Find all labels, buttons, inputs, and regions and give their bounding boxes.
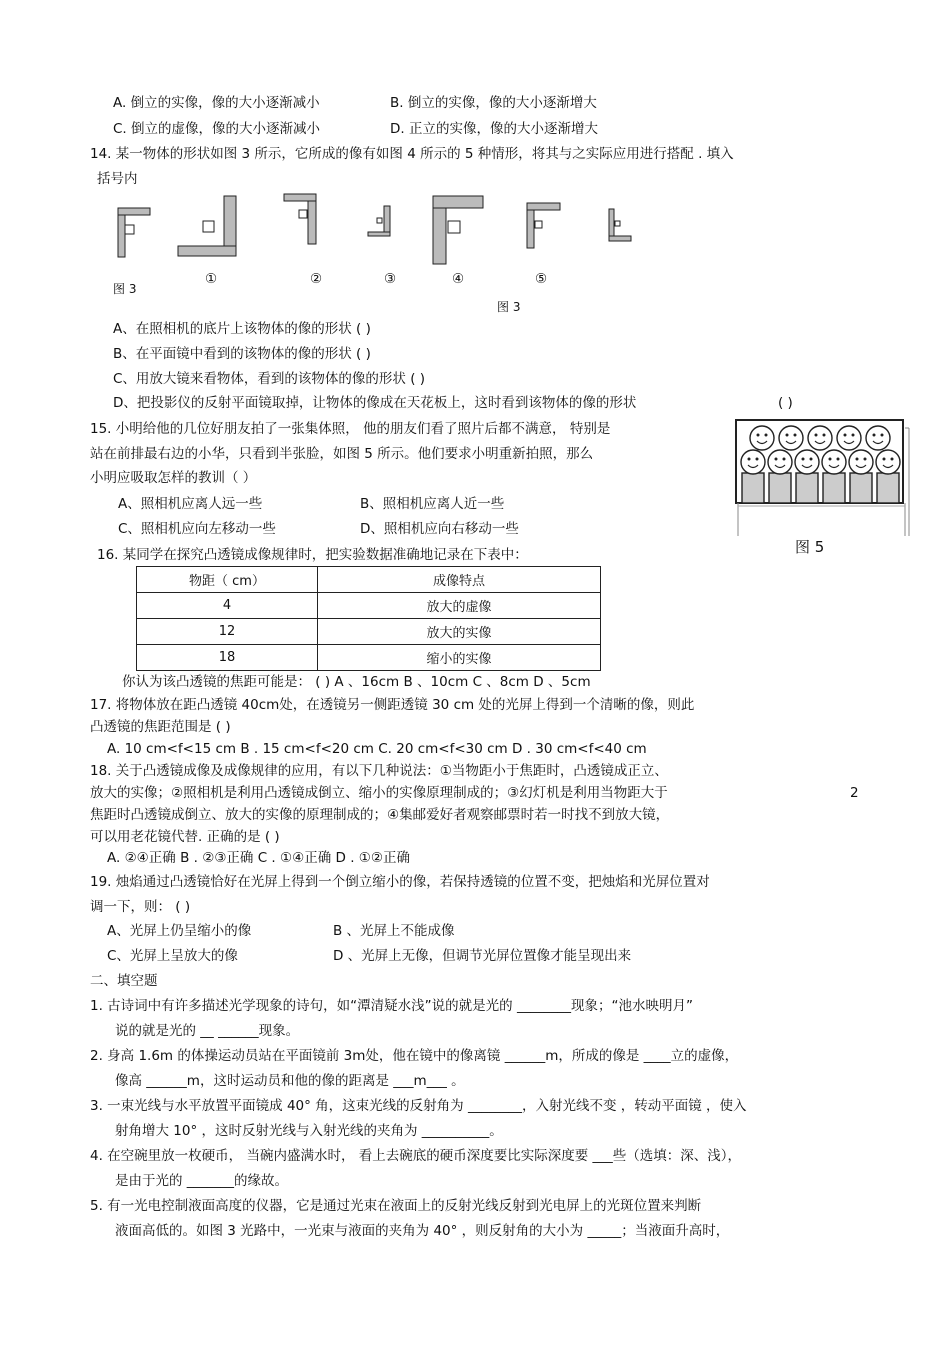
image-2-square xyxy=(299,210,307,218)
table-cell: 缩小的实像 xyxy=(318,645,601,671)
image-5-stem xyxy=(527,210,534,248)
q16-question: 你认为该凸透镜的焦距可能是： ( ) A 、16cm B 、10cm C 、8cm D 、5cm xyxy=(122,674,591,690)
q18-stem-2: 放大的实像；②照相机是利用凸透镜成倒立、缩小的实像原理制成的；③幻灯机是利用当物距大于 xyxy=(90,785,668,801)
table-row xyxy=(137,619,601,645)
extra-stem xyxy=(609,209,614,236)
q14-option-d-paren: ( ) xyxy=(778,395,793,411)
extra-square xyxy=(615,221,620,226)
image-1-square xyxy=(203,221,214,232)
q18-options: A. ②④正确 B . ②③正确 C . ①④正确 D . ①②正确 xyxy=(107,850,410,866)
q15-stem-3: 小明应吸取怎样的教训（ ） xyxy=(90,470,257,486)
image-2-stem xyxy=(308,201,316,244)
section-2-heading: 二、填空题 xyxy=(90,973,158,989)
object-top-bar xyxy=(118,208,150,215)
q15-option-c: C、照相机应向左移动一些 xyxy=(118,521,276,537)
fig3-caption-right: 图 3 xyxy=(497,300,521,314)
q15-stem-1: 15. 小明给他的几位好朋友拍了一张集体照， 他的朋友们看了照片后都不满意， 特别是 xyxy=(90,421,611,437)
image-3-square xyxy=(377,218,382,223)
q17-options: A. 10 cm<f<15 cm B . 15 cm<f<20 cm C. 20 cm<f<30 cm D . 30 cm<f<40 cm xyxy=(107,741,647,757)
q15-option-d: D、照相机应向右移动一些 xyxy=(360,521,519,537)
table-row xyxy=(137,593,601,619)
label-4: ④ xyxy=(452,271,465,287)
extra-base xyxy=(609,236,631,241)
q16-stem: 16. 某同学在探究凸透镜成像规律时，把实验数据准确地记录在下表中： xyxy=(97,547,528,563)
q18-stem-2-num: 2 xyxy=(850,785,859,801)
table-cell: 4 xyxy=(137,593,318,619)
table-cell: 放大的实像 xyxy=(318,619,601,645)
table-cell: 18 xyxy=(137,645,318,671)
image-5-square xyxy=(535,221,542,228)
q19-option-d: D 、光屏上无像，但调节光屏位置像才能呈现出来 xyxy=(333,948,632,964)
q14-option-a: A、在照相机的底片上该物体的像的形状 ( ) xyxy=(113,321,371,337)
table-header: 物距（ cm） xyxy=(137,567,318,593)
q19-option-b: B 、光屏上不能成像 xyxy=(333,923,455,939)
q13-option-c: C. 倒立的虚像，像的大小逐渐减小 xyxy=(113,121,321,137)
fill-3-line-1: 3. 一束光线与水平放置平面镜成 40° 角，这束光线的反射角为 ________，入射光线不变 ，转动平面镜 ，使入 xyxy=(90,1098,747,1114)
table-cell: 12 xyxy=(137,619,318,645)
image-1-stem xyxy=(224,196,236,246)
image-4-stem xyxy=(433,208,446,264)
table-header: 成像特点 xyxy=(318,567,601,593)
fill-5-line-2: 液面高低的。如图 3 光路中，一光束与液面的夹角为 40° ，则反射角的大小为 _____；当液面升高时， xyxy=(115,1223,730,1239)
q16-data-table xyxy=(136,566,601,671)
fill-1-line-1: 1. 古诗词中有许多描述光学现象的诗句，如“潭清疑水浅”说的就是光的 ________现象；“池水映明月” xyxy=(90,998,693,1014)
fill-4-line-2: 是由于光的 _______的缘故。 xyxy=(115,1173,289,1189)
fill-4-line-1: 4. 在空碗里放一枚硬币， 当碗内盛满水时， 看上去碗底的硬币深度要比实际深度要 ___些（选填：深、浅）， xyxy=(90,1148,742,1164)
table-header-row xyxy=(137,567,601,593)
fill-5-line-1: 5. 有一光电控制液面高度的仪器，它是通过光束在液面上的反射光线反射到光电屏上的光斑位置来判断 xyxy=(90,1198,702,1214)
image-4-square xyxy=(448,221,460,233)
object-stem xyxy=(118,215,125,257)
q14-option-c: C、用放大镜来看物体，看到的该物体的像的形状 ( ) xyxy=(113,371,426,387)
q14-option-b: B、在平面镜中看到的该物体的像的形状 ( ) xyxy=(113,346,371,362)
fill-1-line-2: 说的就是光的 __ ______现象。 xyxy=(115,1023,300,1039)
fig5-caption: 图 5 xyxy=(795,538,825,556)
image-5-top xyxy=(527,203,560,210)
q17-stem-2: 凸透镜的焦距范围是 ( ) xyxy=(90,719,231,735)
q19-option-c: C、光屏上呈放大的像 xyxy=(107,948,238,964)
q15-stem-2: 站在前排最右边的小华，只看到半张脸，如图 5 所示。他们要求小明重新拍照，那么 xyxy=(90,446,594,462)
q14-stem: 14. 某一物体的形状如图 3 所示，它所成的像有如图 4 所示的 5 种情形，将其与之实际应用进行搭配 . 填入 xyxy=(90,146,734,162)
fill-2-line-1: 2. 身高 1.6m 的体操运动员站在平面镜前 3m处，他在镜中的像离镜 ______m，所成的像是 ____立的虚像， xyxy=(90,1048,739,1064)
q18-stem-4: 可以用老花镜代替. 正确的是 ( ) xyxy=(90,829,280,845)
label-2: ② xyxy=(310,271,323,287)
q13-option-d: D. 正立的实像，像的大小逐渐增大 xyxy=(390,121,598,137)
object-square xyxy=(125,225,134,234)
q19-stem-1: 19. 烛焰通过凸透镜恰好在光屏上得到一个倒立缩小的像，若保持透镜的位置不变，把烛焰和光屏位置对 xyxy=(90,874,710,890)
q13-option-b: B. 倒立的实像，像的大小逐渐增大 xyxy=(390,95,597,111)
image-4-top xyxy=(433,196,483,208)
q15-option-b: B、照相机应离人近一些 xyxy=(360,496,505,512)
q19-stem-2: 调一下，则： ( ) xyxy=(90,899,191,915)
q18-stem-3: 焦距时凸透镜成倒立、放大的实像的原理制成的；④集邮爱好者观察邮票时若一时找不到放大镜， xyxy=(90,807,670,823)
figure-5-group-photo xyxy=(733,418,913,536)
fig3-caption-left: 图 3 xyxy=(113,282,137,296)
table-cell: 放大的虚像 xyxy=(318,593,601,619)
fill-3-line-2: 射角增大 10° ，这时反射光线与入射光线的夹角为 __________。 xyxy=(115,1123,503,1139)
label-5: ⑤ xyxy=(535,271,548,287)
q14-stem-cont: 括号内 xyxy=(97,171,138,187)
image-3-base xyxy=(368,232,390,236)
q17-stem-1: 17. 将物体放在距凸透镜 40cm处，在透镜另一侧距透镜 30 cm 处的光屏上得到一个清晰的像，则此 xyxy=(90,697,695,713)
q18-stem-1: 18. 关于凸透镜成像及成像规律的应用，有以下几种说法：①当物距小于焦距时，凸透镜成正立、 xyxy=(90,763,668,779)
figure-3-shapes xyxy=(110,188,640,268)
label-1: ① xyxy=(205,271,218,287)
q13-option-a: A. 倒立的实像，像的大小逐渐减小 xyxy=(113,95,320,111)
table-row xyxy=(137,645,601,671)
q15-option-a: A、照相机应离人远一些 xyxy=(118,496,263,512)
fill-2-line-2: 像高 ______m，这时运动员和他的像的距离是 ___m___ 。 xyxy=(115,1073,465,1089)
image-1-base xyxy=(178,246,236,256)
image-2-top xyxy=(284,194,316,201)
image-3-stem xyxy=(384,206,390,232)
q14-option-d: D、把投影仪的反射平面镜取掉，让物体的像成在天花板上，这时看到该物体的像的形状 xyxy=(113,395,637,411)
q19-option-a: A、光屏上仍呈缩小的像 xyxy=(107,923,252,939)
label-3: ③ xyxy=(384,271,397,287)
